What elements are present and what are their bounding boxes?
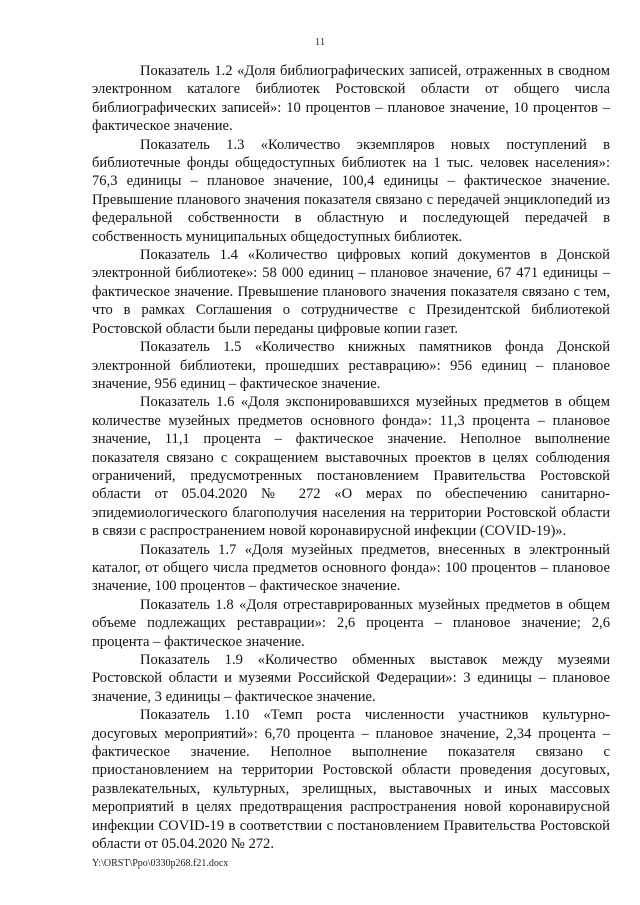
paragraph-indicator-1-6: Показатель 1.6 «Доля экспонировавшихся музейных предметов в общем количестве музейных предметов основного фонда»: 11,3 процента – плановое значение, 11,1 процента – фактическое значение. Неполное выполнение показателя связано с сокращением выставочных проектов в целях соблюдения ограничений, предусмотренных постановлением Правительства Ростовской области от 05.04.2020 № 272 «О мерах по обеспечению санитарно-эпидемиологического благополучия населения на территории Ростовской области в связи с распространением новой коронавирусной инфекции (COVID-19)». xyxy=(92,394,610,540)
paragraph-indicator-1-8: Показатель 1.8 «Доля отреставрированных музейных предметов в общем объеме подлежащих реставрации»: 2,6 процента – плановое значение; 2,6 процента – фактическое значение. xyxy=(92,596,610,650)
paragraph-indicator-1-10: Показатель 1.10 «Темп роста численности участников культурно-досуговых мероприятий»: 6,70 процента – плановое значение, 2,34 процента – фактическое значение. Неполное выполнение показателя связано с приостановлением на территории Ростовской области проведения досуговых, развлекательных, культурных, зрелищных, выставочных и иных массовых мероприятий в целях предотвращения распространения новой коронавирусной инфекции COVID-19 в соответствии с постановлением Правительства Ростовской области от 05.04.2020 № 272. xyxy=(92,707,610,853)
paragraph-indicator-1-4: Показатель 1.4 «Количество цифровых копий документов в Донской электронной библиотеке»: 58 000 единиц – плановое значение, 67 471 единицы – фактическое значение. Превышение планового значения показателя связано с тем, что в рамках Соглашения о сотрудничестве с Президентской библиотекой Ростовской области были переданы цифровые копии газет. xyxy=(92,247,610,337)
footer-file-path: Y:\ORST\Ppo\0330p268.f21.docx xyxy=(92,858,229,869)
paragraph-indicator-1-2: Показатель 1.2 «Доля библиографических записей, отраженных в сводном электронном каталоге библиотек Ростовской области от общего числа библиографических записей»: 10 процентов – плановое значение, 10 процентов – фактическое значение. xyxy=(92,63,610,135)
paragraph-indicator-1-7: Показатель 1.7 «Доля музейных предметов, внесенных в электронный каталог, от общего числа предметов основного фонда»: 100 процентов – плановое значение, 100 процентов – фактическое значение. xyxy=(92,541,610,595)
paragraph-indicator-1-5: Показатель 1.5 «Количество книжных памятников фонда Донской электронной библиотеки, прошедших реставрацию»: 956 единиц – плановое значение, 956 единиц – фактическое значение. xyxy=(92,339,610,392)
paragraph-indicator-1-3: Показатель 1.3 «Количество экземпляров новых поступлений в библиотечные фонды общедоступных библиотек на 1 тыс. человек населения»: 76,3 единицы – плановое значение, 100,4 единицы – фактическое значение. Превышение планового значения показателя связано с передачей энциклопедий из федеральной собственности в областную и последующей передачей в собственность муниципальных общедоступных библиотек. xyxy=(92,136,610,245)
page-number: 11 xyxy=(314,36,326,48)
paragraph-indicator-1-9: Показатель 1.9 «Количество обменных выставок между музеями Ростовской области и музеями Российской Федерации»: 3 единицы – плановое значение, 3 единицы – фактическое значение. xyxy=(92,652,610,705)
document-body xyxy=(92,62,610,853)
